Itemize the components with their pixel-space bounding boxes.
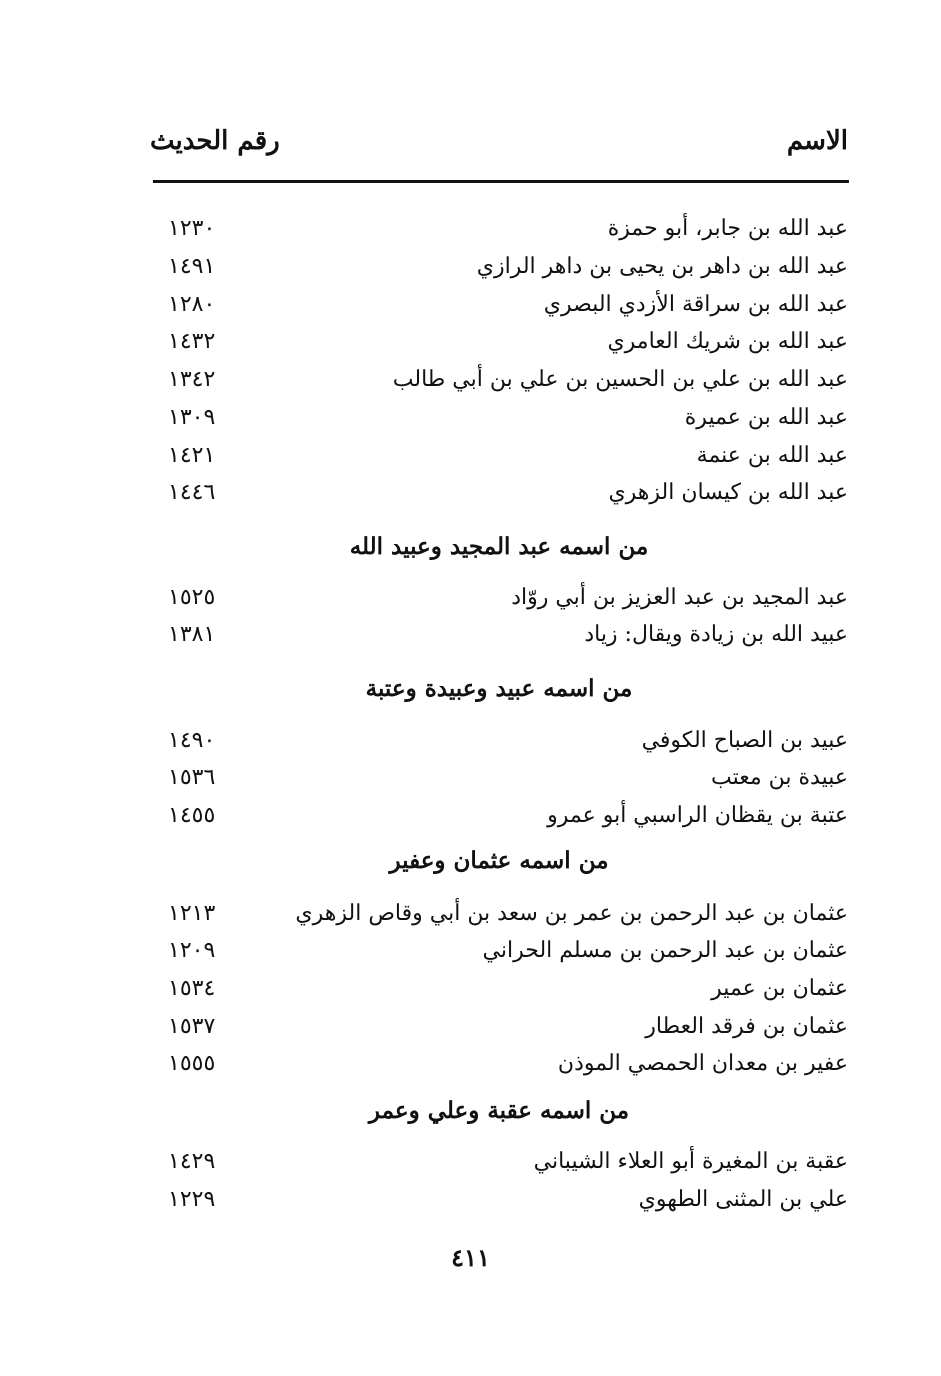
hadith-number: ١٢٨٠ (168, 292, 216, 317)
hadith-number: ١٥٢٥ (168, 585, 216, 610)
list-item (150, 1183, 848, 1219)
narrator-name: عثمان بن عبد الرحمن بن مسلم الحراني (482, 938, 848, 963)
section-heading: من اسمه عبيد وعبيدة وعتبة (365, 675, 633, 702)
hadith-number: ١٥٣٤ (168, 976, 216, 1001)
list-item (150, 288, 848, 324)
list-item (150, 1145, 848, 1181)
list-item (150, 439, 848, 475)
narrator-name: عفير بن معدان الحمصي الموذن (557, 1051, 848, 1076)
hadith-number: ١٤٩١ (168, 254, 216, 279)
hadith-number: ١٢٣٠ (168, 216, 216, 241)
list-item (150, 897, 848, 933)
narrator-name: عبد الله بن كيسان الزهري (608, 480, 848, 505)
narrator-name: عبيدة بن معتب (711, 765, 848, 790)
hadith-number: ١٥٥٥ (168, 1051, 216, 1076)
narrator-name: عبد الله بن داهر بن يحيى بن داهر الرازي (476, 254, 848, 279)
hadith-number: ١٤٩٠ (168, 728, 216, 753)
hadith-number: ١٤٥٥ (168, 803, 216, 828)
hadith-number: ١٣٠٩ (168, 405, 216, 430)
narrator-name: عثمان بن عمير (711, 976, 848, 1001)
list-item (150, 363, 848, 399)
list-item (150, 476, 848, 512)
page-number: ٤١١ (451, 1243, 490, 1272)
narrator-name: عبد الله بن عميرة (684, 405, 848, 430)
hadith-number: ١٢٢٩ (168, 1187, 216, 1212)
hadith-number: ١٢١٣ (168, 901, 216, 926)
table-header (150, 118, 848, 168)
section-heading: من اسمه عثمان وعفير (389, 847, 609, 874)
narrator-name: عبد الله بن شريك العامري (607, 329, 848, 354)
list-item (150, 799, 848, 835)
narrator-name: عبد الله بن سراقة الأزدي البصري (543, 292, 848, 317)
name-column-header: الاسم (786, 126, 848, 156)
hadith-number: ١٢٠٩ (168, 938, 216, 963)
hadith-number: ١٣٨١ (168, 622, 216, 647)
section-heading: من اسمه عقبة وعلي وعمر (368, 1097, 630, 1124)
narrator-name: عقبة بن المغيرة أبو العلاء الشيباني (533, 1149, 848, 1174)
header-divider (153, 180, 849, 183)
list-item (150, 1047, 848, 1083)
narrator-name: عبد المجيد بن عبد العزيز بن أبي روّاد (511, 585, 848, 610)
narrator-name: عتبة بن يقظان الراسبي أبو عمرو (547, 803, 848, 828)
narrator-name: عثمان بن عبد الرحمن بن عمر بن سعد بن أبي وقاص الزهري (295, 901, 848, 926)
list-item (150, 724, 848, 760)
hadith-number: ١٣٤٢ (168, 367, 216, 392)
list-item (150, 972, 848, 1008)
list-item (150, 1010, 848, 1046)
narrator-name: عثمان بن فرقد العطار (645, 1014, 848, 1039)
list-item (150, 618, 848, 654)
narrator-name: عبد الله بن جابر، أبو حمزة (607, 216, 848, 241)
hadith-number: ١٤٣٢ (168, 329, 216, 354)
list-item (150, 325, 848, 361)
hadith-number-column-header: رقم الحديث (150, 126, 280, 156)
hadith-number: ١٥٣٧ (168, 1014, 216, 1039)
list-item (150, 581, 848, 617)
hadith-number: ١٤٢٩ (168, 1149, 216, 1174)
section-heading: من اسمه عبد المجيد وعبيد الله (349, 533, 649, 560)
narrator-name: عبد الله بن علي بن الحسين بن علي بن أبي طالب (392, 367, 848, 392)
narrator-name: عبيد الله بن زيادة ويقال: زياد (584, 622, 848, 647)
hadith-number: ١٥٣٦ (168, 765, 216, 790)
hadith-number: ١٤٤٦ (168, 480, 216, 505)
list-item (150, 212, 848, 248)
list-item (150, 761, 848, 797)
narrator-name: عبد الله بن عنمة (696, 443, 848, 468)
list-item (150, 401, 848, 437)
narrator-name: عبيد بن الصباح الكوفي (641, 728, 848, 753)
narrator-name: علي بن المثنى الطهوي (638, 1187, 848, 1212)
list-item (150, 250, 848, 286)
hadith-number: ١٤٢١ (168, 443, 216, 468)
list-item (150, 934, 848, 970)
